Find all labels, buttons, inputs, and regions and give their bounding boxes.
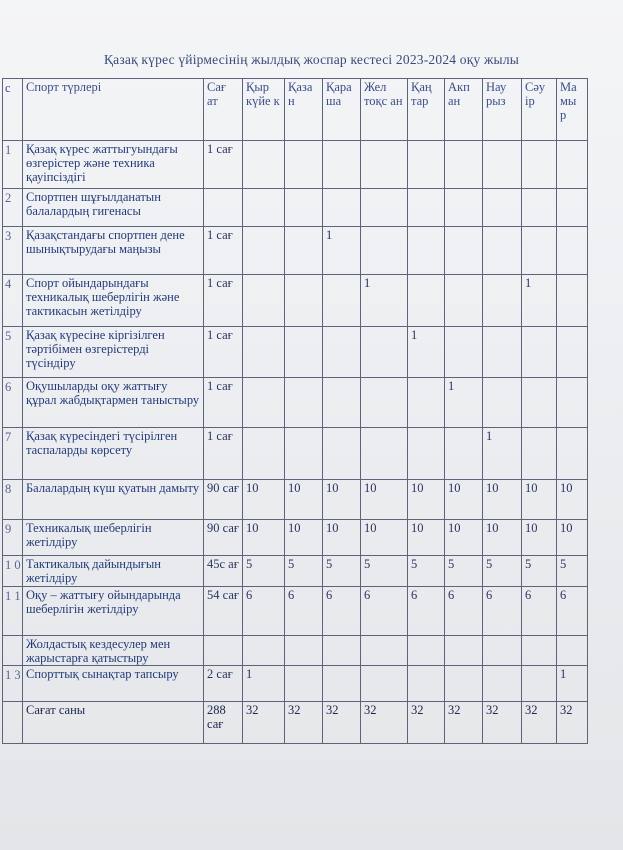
month-value-cell: 5 xyxy=(285,556,323,587)
header-month-cell: Сәу ір xyxy=(522,79,557,141)
sport-type-cell: Спортпен шұғылданатын балалардың гигенасы xyxy=(23,189,204,227)
month-value-cell: 10 xyxy=(557,520,588,556)
month-value-cell xyxy=(445,327,483,378)
row-number-cell: 1 1 xyxy=(3,587,23,636)
month-value-cell xyxy=(557,227,588,275)
month-value-cell xyxy=(557,636,588,666)
total-month-cell: 32 xyxy=(557,702,588,744)
month-value-cell: 1 xyxy=(445,378,483,428)
annual-plan-table xyxy=(2,78,588,744)
month-value-cell xyxy=(445,141,483,189)
hours-cell: 2 сағ xyxy=(204,666,243,702)
table-header-row xyxy=(3,79,588,141)
row-number-cell: 8 xyxy=(3,480,23,520)
month-value-cell xyxy=(285,636,323,666)
month-value-cell xyxy=(323,378,361,428)
month-value-cell xyxy=(408,275,445,327)
hours-cell: 1 сағ xyxy=(204,378,243,428)
total-month-cell: 32 xyxy=(483,702,522,744)
row-number-cell: 1 xyxy=(3,141,23,189)
month-value-cell xyxy=(361,378,408,428)
row-number-cell: 4 xyxy=(3,275,23,327)
sport-type-cell: Қазақ күресіндегі түсірілген таспаларды көрсету xyxy=(23,428,204,480)
month-value-cell: 1 xyxy=(557,666,588,702)
row-number-cell: 7 xyxy=(3,428,23,480)
sport-type-cell: Қазақ күрес жаттыгуындағы өзгерістер және техника қауіпсіздігі xyxy=(23,141,204,189)
month-value-cell: 10 xyxy=(361,480,408,520)
month-value-cell: 6 xyxy=(408,587,445,636)
table-row xyxy=(3,141,588,189)
month-value-cell xyxy=(522,141,557,189)
month-value-cell xyxy=(408,141,445,189)
month-value-cell xyxy=(285,189,323,227)
month-value-cell xyxy=(323,636,361,666)
total-hours-cell: 288 сағ xyxy=(204,702,243,744)
month-value-cell xyxy=(243,227,285,275)
table-row xyxy=(3,189,588,227)
month-value-cell xyxy=(483,327,522,378)
hours-cell: 1 сағ xyxy=(204,327,243,378)
month-value-cell xyxy=(285,378,323,428)
month-value-cell xyxy=(557,428,588,480)
month-value-cell: 6 xyxy=(557,587,588,636)
month-value-cell xyxy=(361,141,408,189)
total-month-cell: 32 xyxy=(408,702,445,744)
header-month-cell: Қыр күйе к xyxy=(243,79,285,141)
month-value-cell xyxy=(483,275,522,327)
month-value-cell: 10 xyxy=(522,520,557,556)
hours-cell: 45с ағ xyxy=(204,556,243,587)
month-value-cell xyxy=(445,428,483,480)
table-row xyxy=(3,587,588,636)
month-value-cell xyxy=(243,636,285,666)
month-value-cell: 1 xyxy=(522,275,557,327)
row-number-cell: 2 xyxy=(3,189,23,227)
row-number-cell: 6 xyxy=(3,378,23,428)
table-row xyxy=(3,702,588,744)
month-value-cell: 10 xyxy=(243,480,285,520)
hours-cell: 1 сағ xyxy=(204,227,243,275)
month-value-cell: 10 xyxy=(243,520,285,556)
month-value-cell xyxy=(243,189,285,227)
month-value-cell: 10 xyxy=(323,480,361,520)
month-value-cell: 10 xyxy=(483,480,522,520)
hours-cell: 1 сағ xyxy=(204,141,243,189)
header-month-cell: Нау рыз xyxy=(483,79,522,141)
month-value-cell xyxy=(483,378,522,428)
table-row xyxy=(3,636,588,666)
month-value-cell: 5 xyxy=(323,556,361,587)
month-value-cell: 5 xyxy=(243,556,285,587)
month-value-cell: 5 xyxy=(483,556,522,587)
month-value-cell: 6 xyxy=(483,587,522,636)
table-row xyxy=(3,275,588,327)
month-value-cell xyxy=(408,666,445,702)
month-value-cell: 10 xyxy=(323,520,361,556)
sport-type-cell: Тактикалық дайындығын жетілдіру xyxy=(23,556,204,587)
month-value-cell: 5 xyxy=(408,556,445,587)
month-value-cell: 5 xyxy=(445,556,483,587)
header-month-cell: Қаза н xyxy=(285,79,323,141)
month-value-cell xyxy=(323,189,361,227)
header-month-cell: Акп ан xyxy=(445,79,483,141)
month-value-cell xyxy=(243,141,285,189)
month-value-cell xyxy=(408,189,445,227)
month-value-cell xyxy=(285,666,323,702)
table-row xyxy=(3,556,588,587)
table-row xyxy=(3,227,588,275)
sport-type-cell: Қазақ күресіне кіргізілген тәртібімен өзгерістерді түсіндіру xyxy=(23,327,204,378)
hours-cell: 1 сағ xyxy=(204,428,243,480)
sport-type-cell: Спорт ойындарындағы техникалық шеберлігін және тактикасын жетілдіру xyxy=(23,275,204,327)
total-month-cell: 32 xyxy=(285,702,323,744)
month-value-cell xyxy=(522,378,557,428)
month-value-cell xyxy=(557,141,588,189)
table-row xyxy=(3,666,588,702)
month-value-cell xyxy=(557,327,588,378)
hours-cell: 1 сағ xyxy=(204,275,243,327)
row-number-cell: 5 xyxy=(3,327,23,378)
month-value-cell: 1 xyxy=(323,227,361,275)
month-value-cell xyxy=(522,428,557,480)
hours-cell: 90 сағ xyxy=(204,520,243,556)
month-value-cell xyxy=(445,189,483,227)
hours-cell xyxy=(204,189,243,227)
month-value-cell xyxy=(361,636,408,666)
table-row xyxy=(3,428,588,480)
month-value-cell xyxy=(522,227,557,275)
sport-type-cell: Оқу – жаттығу ойындарында шеберлігін жетілдіру xyxy=(23,587,204,636)
sport-type-cell: Қазақстандағы спортпен дене шынықтырудағы маңызы xyxy=(23,227,204,275)
month-value-cell xyxy=(243,378,285,428)
month-value-cell xyxy=(522,327,557,378)
month-value-cell: 10 xyxy=(408,520,445,556)
month-value-cell xyxy=(323,428,361,480)
month-value-cell: 6 xyxy=(323,587,361,636)
month-value-cell: 10 xyxy=(522,480,557,520)
month-value-cell xyxy=(408,636,445,666)
month-value-cell xyxy=(483,189,522,227)
row-number-cell: 1 3 xyxy=(3,666,23,702)
table-row xyxy=(3,480,588,520)
month-value-cell xyxy=(285,327,323,378)
total-month-cell: 32 xyxy=(243,702,285,744)
month-value-cell xyxy=(285,275,323,327)
row-number-cell xyxy=(3,702,23,744)
hours-cell: 90 сағ xyxy=(204,480,243,520)
month-value-cell xyxy=(361,227,408,275)
header-sport-types-cell: Спорт түрлері xyxy=(23,79,204,141)
month-value-cell xyxy=(445,275,483,327)
month-value-cell xyxy=(285,428,323,480)
month-value-cell xyxy=(323,327,361,378)
month-value-cell xyxy=(445,636,483,666)
month-value-cell xyxy=(445,666,483,702)
row-number-cell: 3 xyxy=(3,227,23,275)
month-value-cell xyxy=(323,666,361,702)
sport-type-cell: Жолдастық кездесулер мен жарыстарға қатыстыру xyxy=(23,636,204,666)
month-value-cell: 10 xyxy=(361,520,408,556)
month-value-cell: 1 xyxy=(243,666,285,702)
total-label-cell: Сағат саны xyxy=(23,702,204,744)
month-value-cell: 6 xyxy=(522,587,557,636)
month-value-cell: 1 xyxy=(361,275,408,327)
month-value-cell xyxy=(361,189,408,227)
table-row xyxy=(3,327,588,378)
month-value-cell: 6 xyxy=(243,587,285,636)
month-value-cell xyxy=(408,378,445,428)
row-number-cell xyxy=(3,636,23,666)
header-month-cell: Ма мы р xyxy=(557,79,588,141)
month-value-cell xyxy=(483,666,522,702)
sport-type-cell: Техникалық шеберлігін жетілдіру xyxy=(23,520,204,556)
month-value-cell xyxy=(408,428,445,480)
month-value-cell xyxy=(323,275,361,327)
header-month-cell: Жел тоқс ан xyxy=(361,79,408,141)
month-value-cell xyxy=(445,227,483,275)
month-value-cell xyxy=(285,227,323,275)
month-value-cell: 6 xyxy=(285,587,323,636)
total-month-cell: 32 xyxy=(323,702,361,744)
total-month-cell: 32 xyxy=(522,702,557,744)
month-value-cell xyxy=(408,227,445,275)
month-value-cell xyxy=(522,666,557,702)
month-value-cell xyxy=(557,189,588,227)
header-month-cell: Қара ша xyxy=(323,79,361,141)
month-value-cell xyxy=(243,275,285,327)
month-value-cell: 10 xyxy=(557,480,588,520)
month-value-cell: 1 xyxy=(408,327,445,378)
month-value-cell xyxy=(285,141,323,189)
month-value-cell: 10 xyxy=(445,480,483,520)
sport-type-cell: Балалардың күш қуатын дамыту xyxy=(23,480,204,520)
month-value-cell xyxy=(557,378,588,428)
month-value-cell: 10 xyxy=(483,520,522,556)
month-value-cell xyxy=(483,141,522,189)
month-value-cell: 5 xyxy=(522,556,557,587)
month-value-cell: 10 xyxy=(408,480,445,520)
header-num-cell: с xyxy=(3,79,23,141)
month-value-cell: 5 xyxy=(557,556,588,587)
hours-cell xyxy=(204,636,243,666)
month-value-cell xyxy=(243,428,285,480)
month-value-cell xyxy=(522,189,557,227)
total-month-cell: 32 xyxy=(361,702,408,744)
month-value-cell: 10 xyxy=(285,480,323,520)
row-number-cell: 1 0 xyxy=(3,556,23,587)
document-title: Қазақ күрес үйірмесінің жылдық жоспар кестесі 2023-2024 оқу жылы xyxy=(103,52,520,67)
month-value-cell xyxy=(361,666,408,702)
sport-type-cell: Оқушыларды оқу жаттығу құрал жабдықтармен таныстыру xyxy=(23,378,204,428)
month-value-cell xyxy=(243,327,285,378)
month-value-cell: 10 xyxy=(445,520,483,556)
month-value-cell xyxy=(361,327,408,378)
header-month-cell: Қаң тар xyxy=(408,79,445,141)
month-value-cell: 6 xyxy=(445,587,483,636)
row-number-cell: 9 xyxy=(3,520,23,556)
table-row xyxy=(3,378,588,428)
month-value-cell xyxy=(483,227,522,275)
header-hours-cell: Сағ ат xyxy=(204,79,243,141)
total-month-cell: 32 xyxy=(445,702,483,744)
sport-type-cell: Спорттық сынақтар тапсыру xyxy=(23,666,204,702)
month-value-cell: 1 xyxy=(483,428,522,480)
month-value-cell xyxy=(557,275,588,327)
month-value-cell xyxy=(361,428,408,480)
table-row xyxy=(3,520,588,556)
month-value-cell: 5 xyxy=(361,556,408,587)
month-value-cell xyxy=(323,141,361,189)
month-value-cell xyxy=(522,636,557,666)
month-value-cell: 6 xyxy=(361,587,408,636)
month-value-cell xyxy=(483,636,522,666)
hours-cell: 54 сағ xyxy=(204,587,243,636)
month-value-cell: 10 xyxy=(285,520,323,556)
